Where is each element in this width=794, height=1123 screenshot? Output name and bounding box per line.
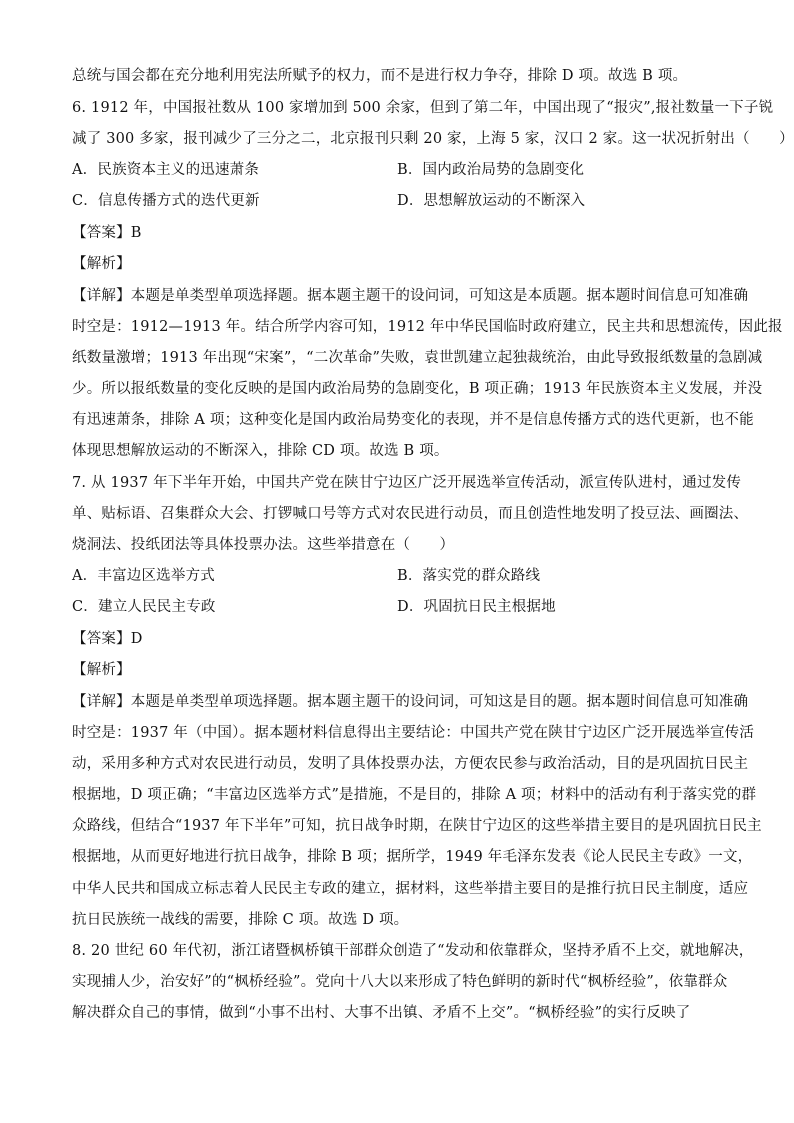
question-7-option-b: B．落实党的群众路线 [397,568,541,584]
explanation-text: 抗日民族统一战线的需要，排除 C 项。故选 D 项。 [72,912,409,928]
explanation-text: 少。所以报纸数量的变化反映的是国内政治局势的急剧变化，B 项正确；1913 年民族资本主义发展，并没 [72,381,763,397]
explanation-text: 纸数量激增；1913 年出现“宋案”，“二次革命”失败，袁世凯建立起独裁统治，由此导致报纸数量的急剧减 [72,350,763,366]
explanation-text: 时空是：1912—1913 年。结合所学内容可知，1912 年中华民国临时政府建立，民主共和思想流传，因此报 [72,319,783,335]
explanation-text: 中华人民共和国成立标志着人民民主专政的建立，据材料，这些举措主要目的是推行抗日民主制度，适应 [72,881,749,897]
question-6-stem: 减了 300 多家，报刊减少了三分之二，北京报刊只剩 20 家，上海 5 家，汉口 2 家。这一状况折射出（ ） [72,131,794,147]
question-6-option-a: A．民族资本主义的迅速萧条 [72,162,260,178]
question-6-option-d: D．思想解放运动的不断深入 [397,193,586,209]
analysis-label: 【解析】 [72,256,131,272]
question-6-option-b: B．国内政治局势的急剧变化 [397,162,585,178]
question-8-stem: 实现捕人少，治安好”的“枫桥经验”。党向十八大以来形成了特色鲜明的新时代“枫桥经验”，依靠群众 [72,974,728,990]
question-6-stem: 6. 1912 年，中国报社数从 100 家增加到 500 余家，但到了第二年，中国出现了“报灾”,报社数量一下子锐 [72,100,774,116]
question-6-option-c: C．信息传播方式的迭代更新 [72,193,260,209]
question-7-option-d: D．巩固抗日民主根据地 [397,599,556,615]
analysis-label: 【解析】 [72,662,131,678]
question-7-stem: 7. 从 1937 年下半年开始，中国共产党在陕甘宁边区广泛开展选举宣传活动，派宣传队进村，通过发传 [72,475,742,491]
question-8-stem: 8. 20 世纪 60 年代初，浙江诸暨枫桥镇干部群众创造了“发动和依靠群众，坚持矛盾不上交，就地解决， [72,943,754,959]
question-8-stem: 解决群众自己的事情，做到“小事不出村、大事不出镇、矛盾不上交”。“枫桥经验”的实行反映了 [72,1005,691,1021]
answer-label: 【答案】B [72,225,142,241]
question-7-option-c: C．建立人民民主专政 [72,599,216,615]
explanation-text: 【详解】本题是单类型单项选择题。据本题主题干的设问词，可知这是本质题。据本题时间信息可知准确 [72,288,749,304]
explanation-text: 体现思想解放运动的不断深入，排除 CD 项。故选 B 项。 [72,443,449,459]
explanation-text: 时空是：1937 年（中国）。据本题材料信息得出主要结论：中国共产党在陕甘宁边区广泛开展选举宣传活 [72,725,755,741]
question-7-option-a: A．丰富边区选举方式 [72,568,215,584]
explanation-text: 【详解】本题是单类型单项选择题。据本题主题干的设问词，可知这是目的题。据本题时间信息可知准确 [72,694,749,710]
question-7-stem: 烧洞法、投纸团法等具体投票办法。这些举措意在（ ） [72,537,455,553]
question-7-stem: 单、贴标语、召集群众大会、打锣喊口号等方式对农民进行动员，而且创造性地发明了投豆法、画圈法、 [72,506,749,522]
explanation-text: 根据地，D 项正确；“丰富边区选举方式”是措施，不是目的，排除 A 项；材料中的活动有利于落实党的群 [72,787,757,803]
explanation-text: 众路线，但结合“1937 年下半年”可知，抗日战争时期，在陕甘宁边区的这些举措主要目的是巩固抗日民主 [72,818,762,834]
text-line: 总统与国会都在充分地利用宪法所赋予的权力，而不是进行权力争夺，排除 D 项。故选 B 项。 [72,68,688,84]
explanation-text: 有迅速萧条，排除 A 项；这种变化是国内政治局势变化的表现，并不是信息传播方式的迭代更新，也不能 [72,412,754,428]
explanation-text: 根据地，从而更好地进行抗日战争，排除 B 项；据所学，1949 年毛泽东发表《论人民民主专政》一文， [72,849,753,865]
answer-label: 【答案】D [72,631,143,647]
explanation-text: 动，采用多种方式对农民进行动员，发明了具体投票办法，方便农民参与政治活动，目的是巩固抗日民主 [72,756,749,772]
